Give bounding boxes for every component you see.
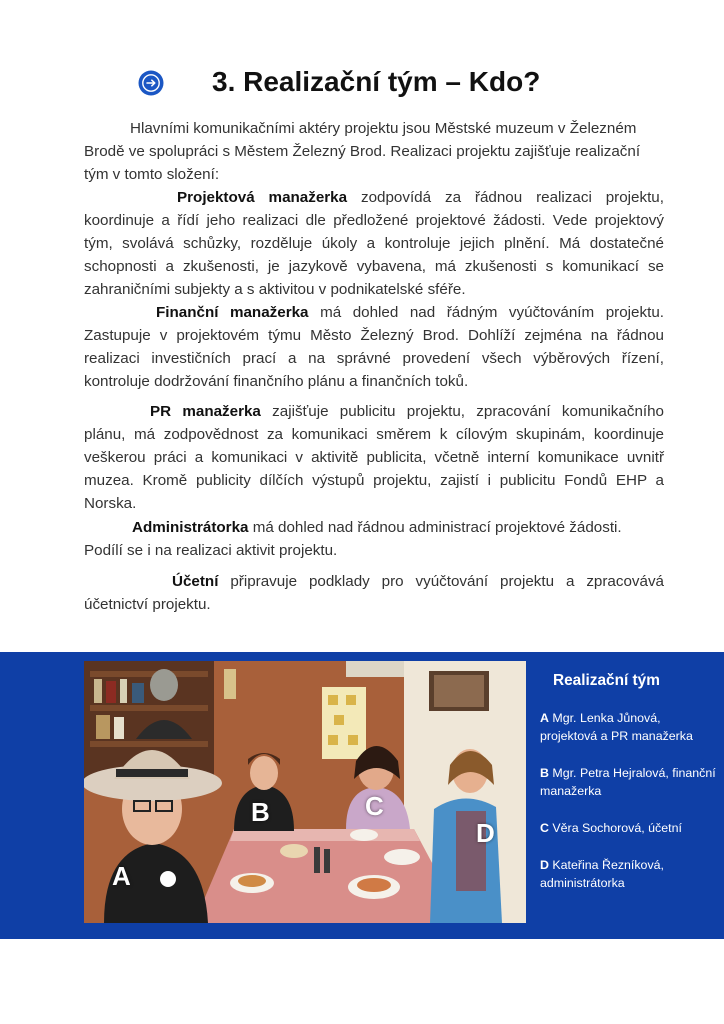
page-title: 3. Realizační tým – Kdo? (212, 66, 541, 97)
role-title: Projektová manažerka (177, 189, 348, 206)
intro-paragraph: Hlavními komunikačními aktéry projektu jsou Městské muzeum v Železném Brodě ve spolupráci s Městem Železný Brod. Realizaci projektu zajišťuje realizační tým v tomto složení: (84, 120, 641, 183)
role-description: má dohled nad řádnou administrací projektové žádosti. Podílí se i na realizaci aktivit projektu. (84, 519, 622, 559)
member-name: Věra Sochorová, (552, 821, 645, 835)
role-accountant (84, 570, 664, 616)
role-project-manager (84, 186, 664, 301)
member-role: projektová a PR manažerka (540, 729, 693, 743)
member-letter: A (540, 711, 549, 725)
member-role: finanční manažerka (540, 766, 716, 798)
role-description: zajišťuje publicitu projektu, zpracování komunikačního plánu, má zodpovědnost za komunikaci směrem k cílovým skupinám, koordinuje veškerou práci a komunikaci v aktivitě publicita, včetně interní komunikace uvnitř muzea. Kromě publicity dílčích výstupů projektu, zajistí i publicitu Fondů EHP a Norska. (84, 403, 664, 512)
role-administrator (84, 516, 664, 562)
member-letter: D (540, 858, 549, 872)
team-member (540, 709, 716, 745)
member-letter: B (540, 766, 549, 780)
team-panel (0, 652, 724, 939)
team-member (540, 856, 716, 892)
member-name: Kateřina Řezníková, (552, 858, 664, 872)
role-title: Finanční manažerka (156, 304, 309, 321)
role-description: připravuje podklady pro vyúčtování projektu a zpracovává účetnictví projektu. (84, 573, 664, 613)
role-pr-manager (84, 400, 664, 515)
role-description: zodpovídá za řádnou realizaci projektu, koordinuje a řídí jeho realizaci dle předložené projektové žádosti. Vede projektový tým, svolává schůzky, rozděluje úkoly a kontroluje jejich plnění. Má dostatečné schopnosti a zkušenosti, je jazykově vybavena, má zkušenosti s komunikací se zahraničními subjekty a s aktivitou v podnikatelské sféře. (84, 189, 664, 298)
photo-label-a: A (112, 861, 131, 891)
role-title: PR manažerka (150, 403, 261, 420)
member-name: Mgr. Petra Hejralová, (552, 766, 669, 780)
team-list-title: Realizační tým (553, 672, 660, 689)
role-description: má dohled nad řádným vyúčtováním projektu. Zastupuje v projektovém týmu Město Železný Brod. Dohlíží zejména na řádnou realizaci investičních prací a na správné provedení všech výběrových řízení, kontroluje dodržování finančního plánu a finančních toků. (84, 304, 664, 390)
role-finance-manager (84, 301, 664, 393)
photo-label-d: D (476, 818, 495, 848)
team-photo-illustration (84, 661, 526, 923)
team-photo (84, 661, 526, 923)
member-letter: C (540, 821, 549, 835)
section-heading (0, 62, 724, 102)
photo-label-c: C (365, 791, 384, 821)
team-list (540, 670, 716, 911)
member-role: administrátorka (540, 876, 625, 890)
team-member (540, 819, 716, 837)
member-role: účetní (648, 821, 682, 835)
arrow-circle-icon (138, 70, 164, 96)
team-member (540, 764, 716, 800)
photo-label-b: B (251, 797, 270, 827)
member-name: Mgr. Lenka Jůnová, (552, 711, 661, 725)
role-title: Administrátorka (132, 519, 249, 536)
role-title: Účetní (172, 573, 219, 590)
